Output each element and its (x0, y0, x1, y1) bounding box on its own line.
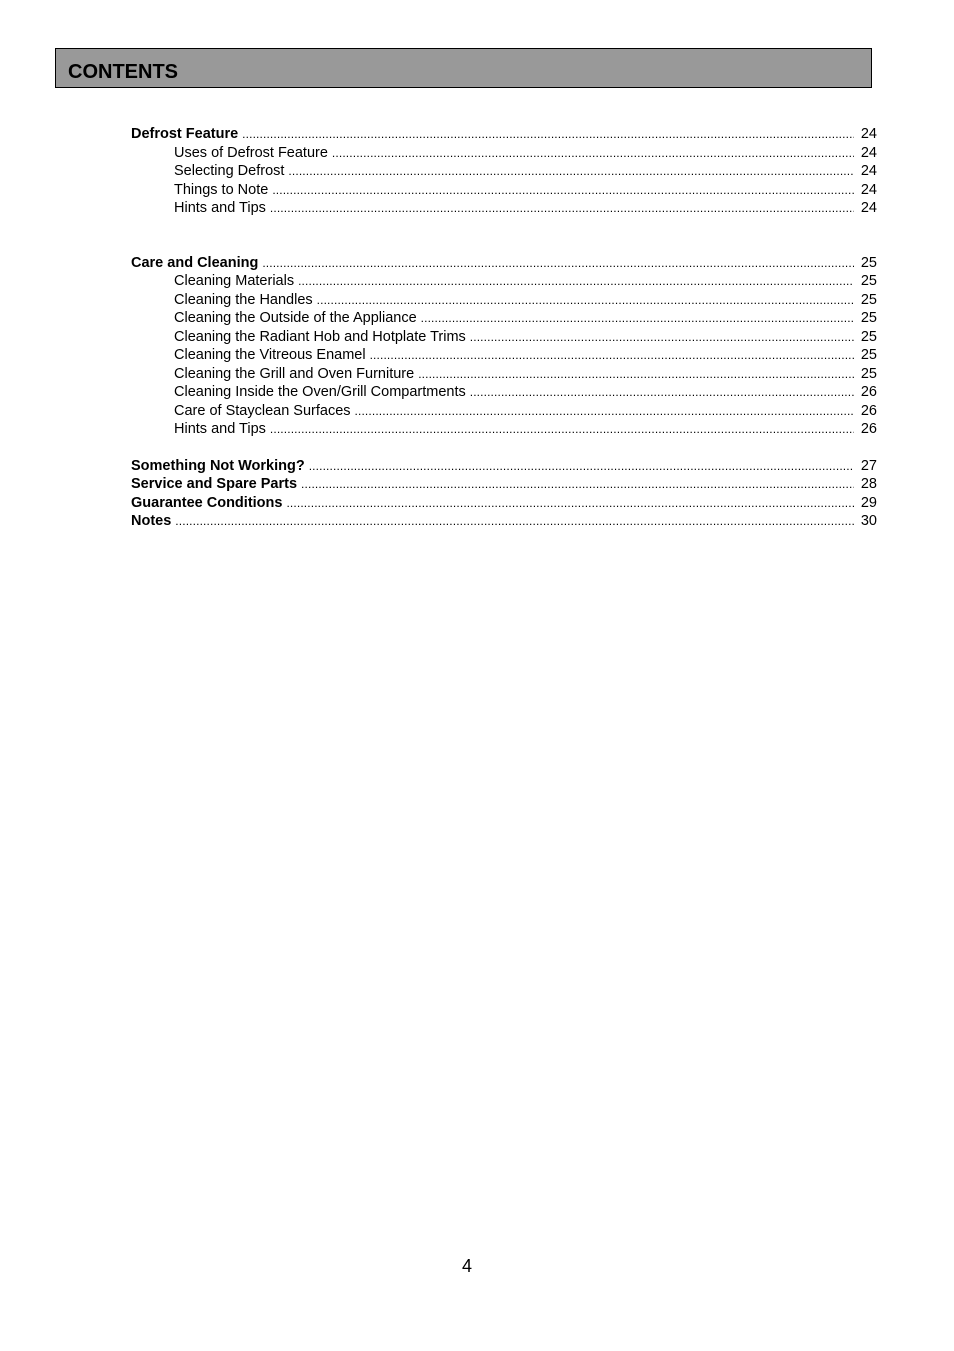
toc-entry-something-not-working[interactable] (131, 457, 877, 476)
toc-subentry-hints-and-tips[interactable] (131, 199, 877, 218)
toc-entry-care-and-cleaning[interactable] (131, 254, 877, 273)
page-number: 4 (461, 1256, 472, 1276)
toc-subentry-title: Hints and Tips (174, 200, 266, 216)
toc-subentry-title: Care of Stayclean Surfaces (174, 402, 351, 419)
toc-entry-page: 28 (860, 476, 877, 492)
dot-leader (301, 475, 854, 494)
toc-subentry-title: Cleaning the Handles (174, 291, 313, 308)
dot-leader (355, 402, 854, 421)
toc-subentry-title: Hints and Tips (174, 421, 266, 437)
dot-leader (470, 383, 854, 402)
toc-subentry-cleaning-the-handles[interactable] (131, 291, 877, 310)
toc-entry-page: 29 (860, 494, 877, 511)
toc-subentry-page: 25 (860, 273, 877, 289)
toc-subentry-care-of-stayclean-surfaces[interactable] (131, 402, 877, 421)
toc-entry-notes[interactable] (131, 512, 877, 531)
dot-leader (270, 199, 854, 218)
toc-subentry-title: Cleaning the Outside of the Appliance (174, 310, 417, 326)
toc-subentry-page: 25 (860, 365, 877, 382)
toc-entry-page: 25 (860, 254, 877, 271)
toc-entry-title: Notes (131, 513, 172, 529)
toc-subentry-page: 24 (860, 163, 877, 179)
toc-subentry-page: 26 (860, 421, 877, 437)
toc-subentry-cleaning-materials[interactable] (131, 272, 877, 291)
toc-subentry-page: 26 (860, 384, 877, 400)
dot-leader (418, 365, 854, 384)
toc-subentry-title: Cleaning Materials (174, 273, 295, 289)
toc-subentry-page: 25 (860, 328, 877, 345)
toc-subentry-selecting-defrost[interactable] (131, 162, 877, 181)
contents-header-bar (55, 48, 872, 88)
toc-entry-title: Guarantee Conditions (131, 494, 283, 511)
toc-entry-title: Something Not Working? (131, 457, 305, 474)
dot-leader (370, 346, 854, 365)
dot-leader (309, 457, 854, 476)
toc-subentry-cleaning-the-outside[interactable] (131, 309, 877, 328)
toc-entry-guarantee-conditions[interactable] (131, 494, 877, 513)
dot-leader (175, 512, 854, 531)
dot-leader (270, 420, 854, 439)
toc-subentry-page: 25 (860, 310, 877, 326)
toc-entry-page: 30 (860, 513, 877, 529)
toc-subentry-page: 25 (860, 347, 877, 363)
toc-subentry-title: Cleaning Inside the Oven/Grill Compartments (174, 384, 466, 400)
dot-leader (421, 309, 854, 328)
dot-leader (470, 328, 854, 347)
toc-subentry-title: Things to Note (174, 181, 269, 198)
toc-subentry-cleaning-grill-oven-furniture[interactable] (131, 365, 877, 384)
toc-entry-title: Care and Cleaning (131, 254, 259, 271)
toc-subentry-hints-and-tips[interactable] (131, 420, 877, 439)
toc-entry-defrost-feature[interactable] (131, 125, 877, 144)
toc-subentry-title: Cleaning the Radiant Hob and Hotplate Trims (174, 328, 466, 345)
toc-entry-page: 27 (860, 457, 877, 474)
toc-subentry-title: Selecting Defrost (174, 163, 285, 179)
page-title: CONTENTS (68, 61, 178, 83)
dot-leader (286, 494, 854, 513)
toc-subentry-cleaning-inside-compartments[interactable] (131, 383, 877, 402)
toc-subentry-page: 24 (860, 144, 877, 161)
toc-entry-page: 24 (860, 126, 877, 142)
toc-subentry-uses-of-defrost-feature[interactable] (131, 144, 877, 163)
toc-subentry-page: 24 (860, 181, 877, 198)
toc-entry-service-and-spare-parts[interactable] (131, 475, 877, 494)
toc-subentry-page: 24 (860, 200, 877, 216)
toc-subentry-things-to-note[interactable] (131, 181, 877, 200)
section-spacer (131, 218, 877, 254)
dot-leader (298, 272, 854, 291)
dot-leader (272, 181, 854, 200)
toc-subentry-cleaning-radiant-hob[interactable] (131, 328, 877, 347)
dot-leader (332, 144, 854, 163)
toc-entry-title: Defrost Feature (131, 126, 239, 142)
dot-leader (242, 125, 854, 144)
toc-subentry-cleaning-vitreous-enamel[interactable] (131, 346, 877, 365)
section-spacer (131, 439, 877, 457)
dot-leader (288, 162, 854, 181)
toc-subentry-page: 25 (860, 291, 877, 308)
toc-section-other-entries (131, 457, 877, 531)
toc-subentry-page: 26 (860, 402, 877, 419)
table-of-contents (131, 125, 877, 531)
toc-subentry-title: Cleaning the Vitreous Enamel (174, 347, 366, 363)
toc-entry-title: Service and Spare Parts (131, 476, 298, 492)
dot-leader (262, 254, 854, 273)
dot-leader (317, 291, 854, 310)
toc-subentry-title: Cleaning the Grill and Oven Furniture (174, 365, 415, 382)
toc-section-defrost-feature (131, 125, 877, 218)
toc-section-care-and-cleaning (131, 254, 877, 439)
toc-subentry-title: Uses of Defrost Feature (174, 144, 328, 161)
